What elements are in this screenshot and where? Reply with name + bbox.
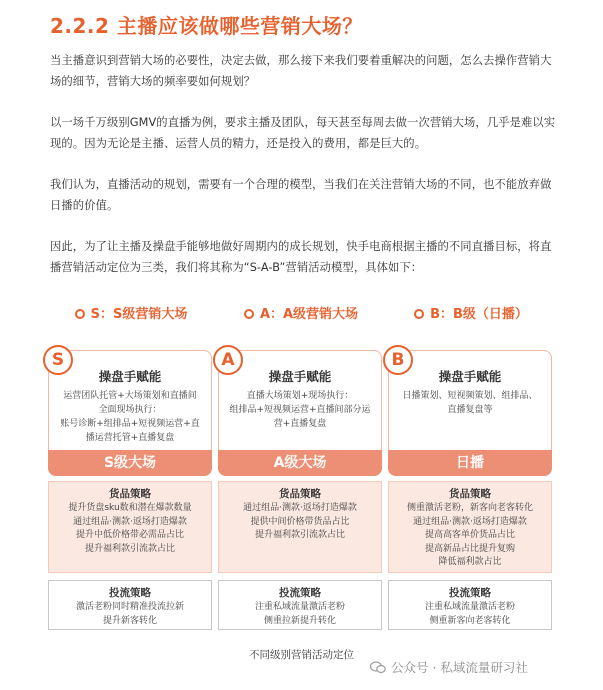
product-strategy-b	[388, 481, 552, 573]
traffic-strategy-title: 投流策略	[109, 587, 151, 599]
product-strategy-a	[218, 481, 382, 573]
traffic-strategy-body: 注重私域流量激活老粉 侧重新客向老客转化	[424, 602, 515, 626]
product-strategy-body: 提升货盘sku数和潜在爆款数量 通过组品·测款·返场打造爆款 提升中低价格带必需品占比 提升福利款引流款占比	[68, 503, 192, 554]
b-badge-icon: B	[383, 345, 413, 375]
product-strategy-title: 货品策略	[279, 488, 321, 500]
paragraph-1: 当主播意识到营销大场的必要性，决定去做，那么接下来我们要着重解决的问题，怎么去操作营销大场的细节，营销大场的频率要如何规划？	[50, 54, 552, 88]
category-heading-b: B：B级（日播）	[386, 303, 556, 322]
traffic-strategy-body: 注重私域流量激活老粉 侧重拉新提升转化	[254, 602, 345, 626]
card-level-bar: 日播	[388, 450, 552, 476]
watermark: 公众号 · 私域流量研习社	[370, 658, 528, 676]
circle-bullet-icon	[244, 309, 254, 319]
traffic-strategy-title: 投流策略	[449, 587, 491, 599]
card-s	[48, 350, 212, 476]
wechat-icon	[370, 661, 386, 674]
traffic-strategy-b	[388, 580, 552, 630]
card-body: 运营团队托管+大场策划和直播间 全面现场执行： 账号诊断+组排品+短视频运营+直 播运营托管+直播复盘	[60, 391, 200, 443]
traffic-strategy-a	[218, 580, 382, 630]
card-level-bar: A级大场	[218, 450, 382, 476]
category-heading-s: S：S级营销大场	[46, 303, 216, 322]
traffic-strategy-s	[48, 580, 212, 630]
card-title: 操盘手赋能	[438, 369, 502, 384]
card-a	[218, 350, 382, 476]
product-strategy-body: 侧重激活老粉，新客向老客转化 通过组品·测款·返场打造爆款 提高高客单价货品占比 提高新品占比提升复购 降低福利款占比	[406, 503, 533, 567]
a-badge-icon: A	[213, 345, 243, 375]
circle-bullet-icon	[75, 309, 85, 319]
product-strategy-title: 货品策略	[109, 488, 151, 500]
paragraph-3: 我们认为，直播活动的规划，需要有一个合理的模型，当我们在关注营销大场的不同，也不能放弃做日播的价值。	[50, 178, 552, 212]
paragraph-2: 以一场千万级别GMV的直播为例，要求主播及团队，每天甚至每周去做一次营销大场，几乎是难以实现的。因为无论是主播、运营人员的精力，还是投入的费用，都是巨大的。	[50, 116, 556, 150]
category-heading-a: A：A级营销大场	[216, 303, 386, 322]
circle-bullet-icon	[414, 309, 424, 319]
traffic-strategy-title: 投流策略	[279, 587, 321, 599]
card-body: 日播策划、短视频策划、组排品、 直播复盘等	[402, 391, 538, 415]
paragraph-4: 因此，为了让主播及操盘手能够地做好周期内的成长规划，快手电商根据主播的不同直播目标，将直播营销活动定位为三类，我们将其称为“S-A-B”营销活动模型，具体如下：	[50, 240, 552, 274]
card-body: 直播大场策划+现场执行： 组排品+短视频运营+直播间部分运 营+直播复盘	[229, 391, 371, 429]
s-badge-icon: S	[43, 345, 73, 375]
traffic-strategy-body: 激活老粉同时精准投流拉新 提升新客转化	[75, 602, 184, 626]
product-strategy-title: 货品策略	[449, 488, 491, 500]
card-title: 操盘手赋能	[268, 369, 332, 384]
figure-caption: 不同级别营销活动定位	[249, 649, 354, 661]
product-strategy-s	[48, 481, 212, 573]
product-strategy-body: 通过组品·测款·返场打造爆款 提供中间价格带货品占比 提升福利款引流款占比	[243, 503, 357, 540]
card-level-bar: S级大场	[48, 450, 212, 476]
section-title: 2.2.2 主播应该做哪些营销大场？	[50, 14, 363, 38]
card-b	[388, 350, 552, 476]
card-title: 操盘手赋能	[98, 369, 162, 384]
